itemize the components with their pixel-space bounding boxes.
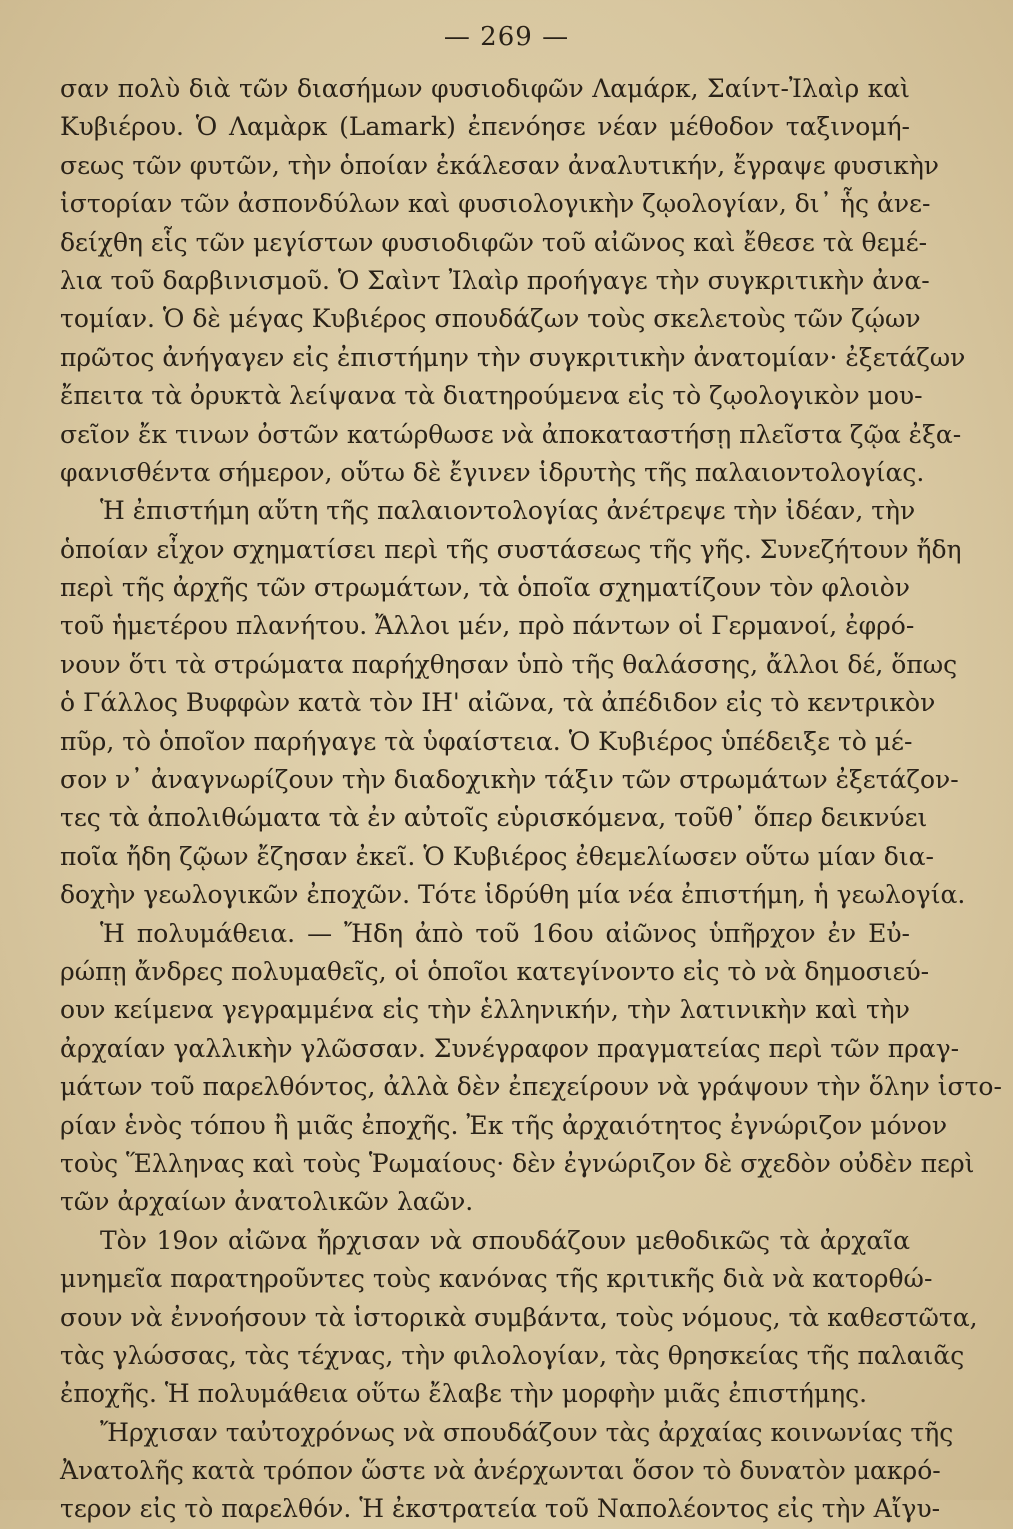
- text-line: πρῶτος ἀνήγαγεν εἰς ἐπιστήμην τὴν συγκριτικὴν ἀνατομίαν· ἐξετάζων: [60, 342, 966, 372]
- text-line: σεως τῶν φυτῶν, τὴν ὁποίαν ἐκάλεσαν ἀναλυτικήν, ἔγραψε φυσικὴν: [60, 150, 939, 180]
- text-line: δείχθη εἷς τῶν μεγίστων φυσιοδιφῶν τοῦ αἰῶνος καὶ ἔθεσε τὰ θεμέ-: [60, 227, 928, 257]
- text-line: δοχὴν γεωλογικῶν ἐποχῶν. Τότε ἱδρύθη μία νέα ἐπιστήμη, ἡ γεωλογία.: [60, 880, 966, 910]
- text-line: ἀρχαίαν γαλλικὴν γλῶσσαν. Συνέγραφον πραγματείας περὶ τῶν πραγ-: [60, 1033, 960, 1063]
- text-line: Κυβιέρου. Ὁ Λαμὰρκ (Lamark) ἐπενόησε νέαν μέθοδον ταξινομή-: [60, 112, 910, 142]
- text-line: Ἡ ἐπιστήμη αὕτη τῆς παλαιοντολογίας ἀνέτρεψε τὴν ἰδέαν, τὴν: [100, 496, 916, 526]
- text-line: ποῖα ἤδη ζῷων ἔζησαν ἐκεῖ. Ὁ Κυβιέρος ἐθεμελίωσεν οὕτω μίαν δια-: [60, 841, 934, 871]
- text-line: τοῦ ἡμετέρου πλανήτου. Ἄλλοι μέν, πρὸ πάντων οἱ Γερμανοί, ἐφρό-: [60, 611, 915, 641]
- text-line: ὁ Γάλλος Βυφφὼν κατὰ τὸν ΙΗ' αἰῶνα, τὰ ἀπέδιδον εἰς τὸ κεντρικὸν: [60, 688, 936, 718]
- text-line: σον ν᾽ ἀναγνωρίζουν τὴν διαδοχικὴν τάξιν τῶν στρωμάτων ἐξετάζον-: [60, 765, 959, 795]
- text-line: μάτων τοῦ παρελθόντος, ἀλλὰ δὲν ἐπεχείρουν νὰ γράψουν τὴν ὅλην ἱστο-: [60, 1072, 1002, 1102]
- text-line: τερον εἰς τὸ παρελθόν. Ἡ ἐκστρατεία τοῦ Ναπολέοντος εἰς τὴν Αἴγυ-: [60, 1494, 941, 1524]
- text-line: τῶν ἀρχαίων ἀνατολικῶν λαῶν.: [60, 1187, 474, 1217]
- page-number: — 269 —: [443, 22, 570, 52]
- text-line: ἱστορίαν τῶν ἀσπονδύλων καὶ φυσιολογικὴν ζῳολογίαν, δι᾽ ἧς ἀνε-: [60, 189, 931, 219]
- text-line: ἔπειτα τὰ ὀρυκτὰ λείψανα τὰ διατηρούμενα εἰς τὸ ζῳολογικὸν μου-: [60, 381, 923, 411]
- text-line: Ἀνατολῆς κατὰ τρόπον ὥστε νὰ ἀνέρχωνται ὅσον τὸ δυνατὸν μακρό-: [60, 1456, 941, 1486]
- text-line: Ἡ πολυμάθεια. — Ἤδη ἀπὸ τοῦ 16ου αἰῶνος ὑπῆρχον ἐν Εὐ-: [100, 918, 910, 948]
- text-line: ὁποίαν εἶχον σχηματίσει περὶ τῆς συστάσεως τῆς γῆς. Συνεζήτουν ἤδη: [60, 534, 962, 564]
- text-line: ουν κείμενα γεγραμμένα εἰς τὴν ἑλληνικήν, τὴν λατινικὴν καὶ τὴν: [60, 995, 910, 1025]
- body-text: [60, 70, 1002, 1529]
- text-line: τες τὰ ἀπολιθώματα τὰ ἐν αὐτοῖς εὑρισκόμενα, τοῦθ᾽ ὅπερ δεικνύει: [60, 803, 928, 833]
- text-line: περὶ τῆς ἀρχῆς τῶν στρωμάτων, τὰ ὁποῖα σχηματίζουν τὸν φλοιὸν: [60, 573, 910, 603]
- text-line: Τὸν 19ον αἰῶνα ἤρχισαν νὰ σπουδάζουν μεθοδικῶς τὰ ἀρχαῖα: [100, 1225, 910, 1255]
- text-line: ρίαν ἑνὸς τόπου ἢ μιᾶς ἐποχῆς. Ἐκ τῆς ἀρχαιότητος ἐγνώριζον μόνον: [60, 1110, 948, 1140]
- text-line: σαν πολὺ διὰ τῶν διασήμων φυσιοδιφῶν Λαμάρκ, Σαίντ-Ἰλαὶρ καὶ: [60, 74, 910, 103]
- text-line: λια τοῦ δαρβινισμοῦ. Ὁ Σαὶντ Ἰλαὶρ προήγαγε τὴν συγκριτικὴν ἀνα-: [60, 265, 930, 295]
- text-line: τὰς γλώσσας, τὰς τέχνας, τὴν φιλολογίαν, τὰς θρησκείας τῆς παλαιᾶς: [60, 1340, 965, 1370]
- text-line: σεῖον ἔκ τινων ὀστῶν κατώρθωσε νὰ ἀποκαταστήσῃ πλεῖστα ζῷα ἐξα-: [60, 419, 962, 449]
- text-line: νουν ὅτι τὰ στρώματα παρήχθησαν ὑπὸ τῆς θαλάσσης, ἄλλοι δέ, ὅπως: [60, 649, 958, 679]
- text-line: τοὺς Ἕλληνας καὶ τοὺς Ῥωμαίους· δὲν ἐγνώριζον δὲ σχεδὸν οὐδὲν περὶ: [60, 1148, 975, 1178]
- text-line: ρώπῃ ἄνδρες πολυμαθεῖς, οἱ ὁποῖοι κατεγίνοντο εἰς τὸ νὰ δημοσιεύ-: [60, 956, 930, 986]
- text-line: τομίαν. Ὁ δὲ μέγας Κυβιέρος σπουδάζων τοὺς σκελετοὺς τῶν ζῴων: [60, 304, 921, 334]
- text-line: σουν νὰ ἐννοήσουν τὰ ἱστορικὰ συμβάντα, τοὺς νόμους, τὰ καθεστῶτα,: [60, 1302, 978, 1332]
- text-line: μνημεῖα παρατηροῦντες τοὺς κανόνας τῆς κριτικῆς διὰ νὰ κατορθώ-: [60, 1264, 933, 1294]
- text-line: ἐποχῆς. Ἡ πολυμάθεια οὕτω ἔλαβε τὴν μορφὴν μιᾶς ἐπιστήμης.: [60, 1379, 868, 1409]
- text-line: πῦρ, τὸ ὁποῖον παρήγαγε τὰ ὑφαίστεια. Ὁ Κυβιέρος ὑπέδειξε τὸ μέ-: [60, 726, 913, 756]
- text-line: φανισθέντα σήμερον, οὕτω δὲ ἔγινεν ἱδρυτὴς τῆς παλαιοντολογίας.: [60, 457, 925, 487]
- text-line: Ἤρχισαν ταὐτοχρόνως νὰ σπουδάζουν τὰς ἀρχαίας κοινωνίας τῆς: [100, 1417, 954, 1447]
